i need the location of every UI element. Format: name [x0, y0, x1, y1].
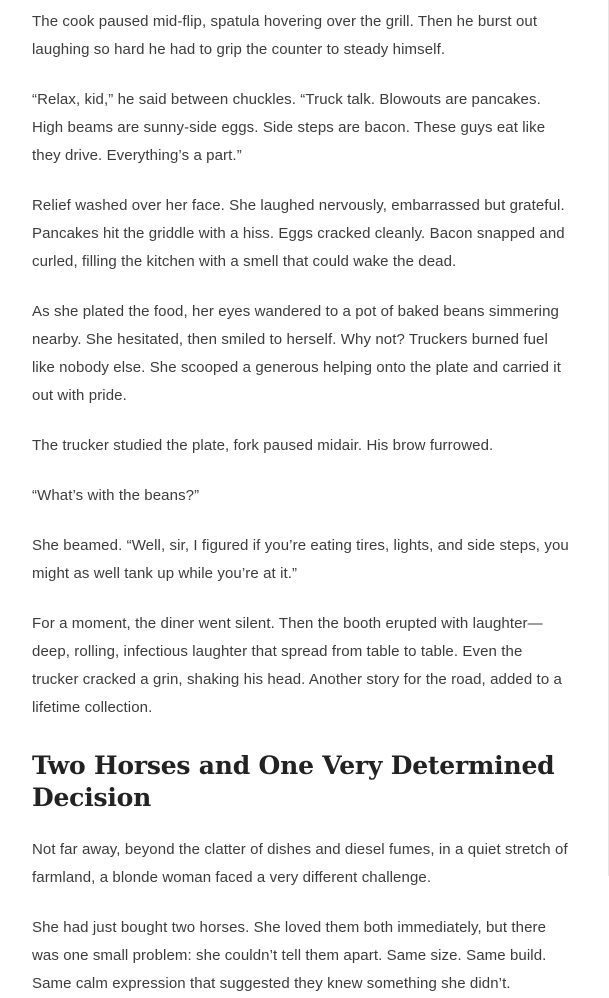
- article-body: [32, 0, 573, 998]
- paragraph: “What’s with the beans?”: [32, 487, 200, 504]
- paragraph: “Relax, kid,” he said between chuckles. “Truck talk. Blowouts are pancakes. High beams are sunny-side eggs. Side steps are bacon. These guys eat like they drive. Everything’s a part.”: [32, 91, 546, 164]
- paragraph: The trucker studied the plate, fork paused midair. His brow furrowed.: [32, 437, 494, 454]
- paragraph: She beamed. “Well, sir, I figured if you’re eating tires, lights, and side steps, you might as well tank up while you’re at it.”: [32, 537, 569, 582]
- paragraph: The cook paused mid-flip, spatula hovering over the grill. Then he burst out laughing so hard he had to grip the counter to steady himself.: [32, 13, 538, 58]
- paragraph: Relief washed over her face. She laughed nervously, embarrassed but grateful. Pancakes hit the griddle with a hiss. Eggs cracked cleanly. Bacon snapped and curled, filling the kitchen with a smell that could wake the dead.: [32, 197, 565, 270]
- paragraph: As she plated the food, her eyes wandered to a pot of baked beans simmering nearby. She hesitated, then smiled to herself. Why not? Truckers burned fuel like nobody else. She scooped a generous helping onto the plate and carried it out with pride.: [32, 303, 561, 404]
- section-heading: Two Horses and One Very Determined Decision: [32, 751, 555, 812]
- paragraph: Not far away, beyond the clatter of dishes and diesel fumes, in a quiet stretch of farmland, a blonde woman faced a very different challenge.: [32, 841, 568, 886]
- paragraph: For a moment, the diner went silent. Then the booth erupted with laughter—deep, rolling, infectious laughter that spread from table to table. Even the trucker cracked a grin, shaking his head. Another story for the road, added to a lifetime collection.: [32, 615, 562, 716]
- paragraph: She had just bought two horses. She loved them both immediately, but there was one small problem: she couldn’t tell them apart. Same size. Same build. Same calm expression that suggested they knew something she didn’t.: [32, 919, 547, 992]
